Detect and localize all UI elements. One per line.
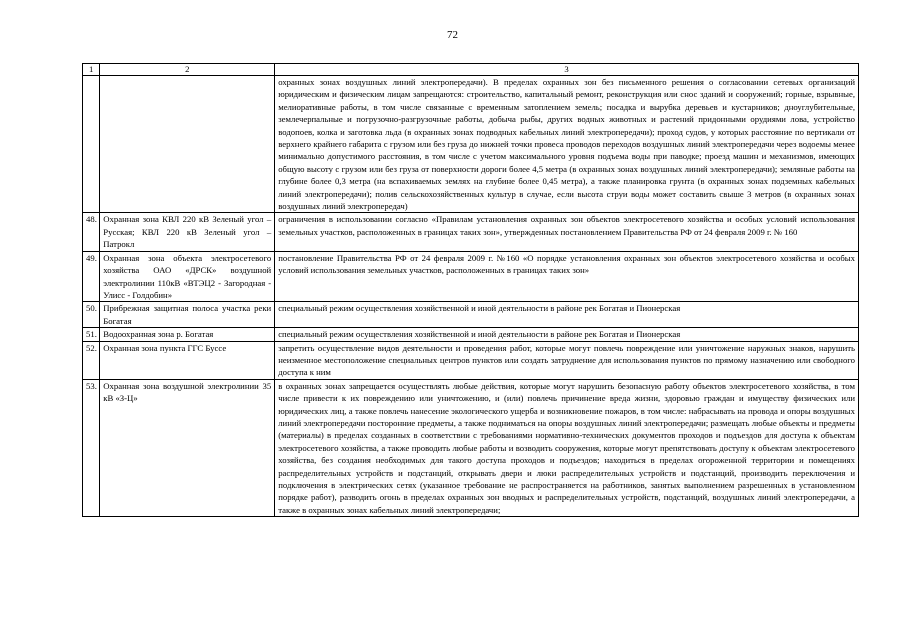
row-number: 50. xyxy=(83,302,100,328)
header-cell-2: 2 xyxy=(100,64,275,76)
zone-name: Охранная зона воздушной электролинии 35 кВ «З-Ц» xyxy=(100,379,275,516)
page-number: 72 xyxy=(447,29,458,41)
restriction-text: специальный режим осуществления хозяйственной и иной деятельности в районе рек Богатая и Пионерская xyxy=(275,328,859,341)
zone-name: Прибрежная защитная полоса участка реки Богатая xyxy=(100,302,275,328)
row-number: 51. xyxy=(83,328,100,341)
table-row xyxy=(83,302,859,328)
zone-name xyxy=(100,76,275,213)
row-number: 52. xyxy=(83,341,100,379)
table-row xyxy=(83,379,859,516)
restriction-text: охранных зонах воздушных линий электропередачи). В пределах охранных зон без письменного решения о согласовании сетевых организаций юридическим и физическим лицам запрещаются: строительство, капитальный ремонт, реконструкция или снос зданий и сооружений; горные, взрывные, мелиоративные работы, в том числе связанные с временным затоплением земель; посадка и вырубка деревьев и кустарников; дноуглубительные, землечерпальные и погрузочно-разгрузочные работы, добыча рыбы, других водных животных и растений придонными орудиями лова, устройство водопоев, колка и заготовка льда (в охранных зонах подводных кабельных линий электропередачи); проход судов, у которых расстояние по вертикали от верхнего крайнего габарита с грузом или без груза до нижней точки провеса проводов переходов воздушных линий электропередачи через водоемы менее минимально допустимого расстояния, в том числе с учетом максимального уровня подъема воды при паводке; проезд машин и механизмов, имеющих общую высоту с грузом или без груза от поверхности дороги более 4,5 метра (в охранных зонах воздушных линий электропередачи); земляные работы на глубине более 0,3 метра (на вспахиваемых землях на глубине более 0,45 метра), а также планировка грунта (в охранных зонах подземных кабельных линий электропередачи); полив сельскохозяйственных культур в случае, если высота струи воды может составить свыше 3 метров (в охранных зонах воздушных линий электропередач) xyxy=(275,76,859,213)
zone-name: Охранная зона КВЛ 220 кВ Зеленый угол – Русская; КВЛ 220 кВ Зеленый угол – Патрокл xyxy=(100,213,275,251)
zone-name: Охранная зона объекта электросетевого хозяйства ОАО «ДРСК» воздушной электролинии 110кВ «ВТЭЦ2 - Загородная - Улисс - Голдобин» xyxy=(100,251,275,302)
table-row xyxy=(83,213,859,251)
row-number xyxy=(83,76,100,213)
header-cell-1: 1 xyxy=(83,64,100,76)
restrictions-table xyxy=(82,63,859,517)
header-cell-3: 3 xyxy=(275,64,859,76)
zone-name: Водоохранная зона р. Богатая xyxy=(100,328,275,341)
restriction-text: в охранных зонах запрещается осуществлять любые действия, которые могут нарушить безопасную работу объектов электросетевого хозяйства, в том числе привести к их повреждению или уничтожению, и (или) повлечь причинение вреда жизни, здоровью граждан и имуществу физических или юридических лиц, а также повлечь нанесение экологического ущерба и возникновение пожаров, в том числе: набрасывать на провода и опоры воздушных линий электропередачи посторонние предметы, а также подниматься на опоры воздушных линий электропередачи; размещать любые объекты и предметы (материалы) в пределах созданных в соответствии с требованиями нормативно-технических документов проходов и подъездов для доступа к объектам электросетевого хозяйства, а также проводить любые работы и возводить сооружения, которые могут препятствовать доступу к объектам электросетевого хозяйства, без создания необходимых для такого доступа проходов и подъездов; находиться в пределах огороженной территории и помещениях распределительных устройств и подстанций, открывать двери и люки распределительных устройств и подстанций, производить переключения и подключения в электрических сетях (указанное требование не распространяется на работников, занятых выполнением разрешенных в установленном порядке работ), разводить огонь в пределах охранных зон вводных и распределительных устройств, подстанций, воздушных линий электропередачи, а также в охранных зонах кабельных линий электропередачи; xyxy=(275,379,859,516)
table-row xyxy=(83,328,859,341)
row-number: 48. xyxy=(83,213,100,251)
row-number: 53. xyxy=(83,379,100,516)
restriction-text: ограничения в использовании согласно «Правилам установления охранных зон объектов электросетевого хозяйства и особых условий использования земельных участков, расположенных в границах таких зон», утвержденных постановлением Правительства РФ от 24 февраля 2009 г. № 160 xyxy=(275,213,859,251)
table-row xyxy=(83,341,859,379)
table-row xyxy=(83,76,859,213)
restriction-text: специальный режим осуществления хозяйственной и иной деятельности в районе рек Богатая и Пионерская xyxy=(275,302,859,328)
restriction-text: постановление Правительства РФ от 24 февраля 2009 г. №160 «О порядке установления охранных зон объектов электросетевого хозяйства и особых условий использования земельных участков, расположенных в границах таких зон» xyxy=(275,251,859,302)
row-number: 49. xyxy=(83,251,100,302)
table-row xyxy=(83,251,859,302)
restriction-text: запретить осуществление видов деятельности и проведения работ, которые могут повлечь повреждение или уничтожение наружных знаков, нарушить неизменное местоположение специальных центров пунктов или создать затруднение для использования пунктов по прямому назначению или свободного доступа к ним xyxy=(275,341,859,379)
zone-name: Охранная зона пункта ГГС Буссе xyxy=(100,341,275,379)
table-header-row xyxy=(83,64,859,76)
